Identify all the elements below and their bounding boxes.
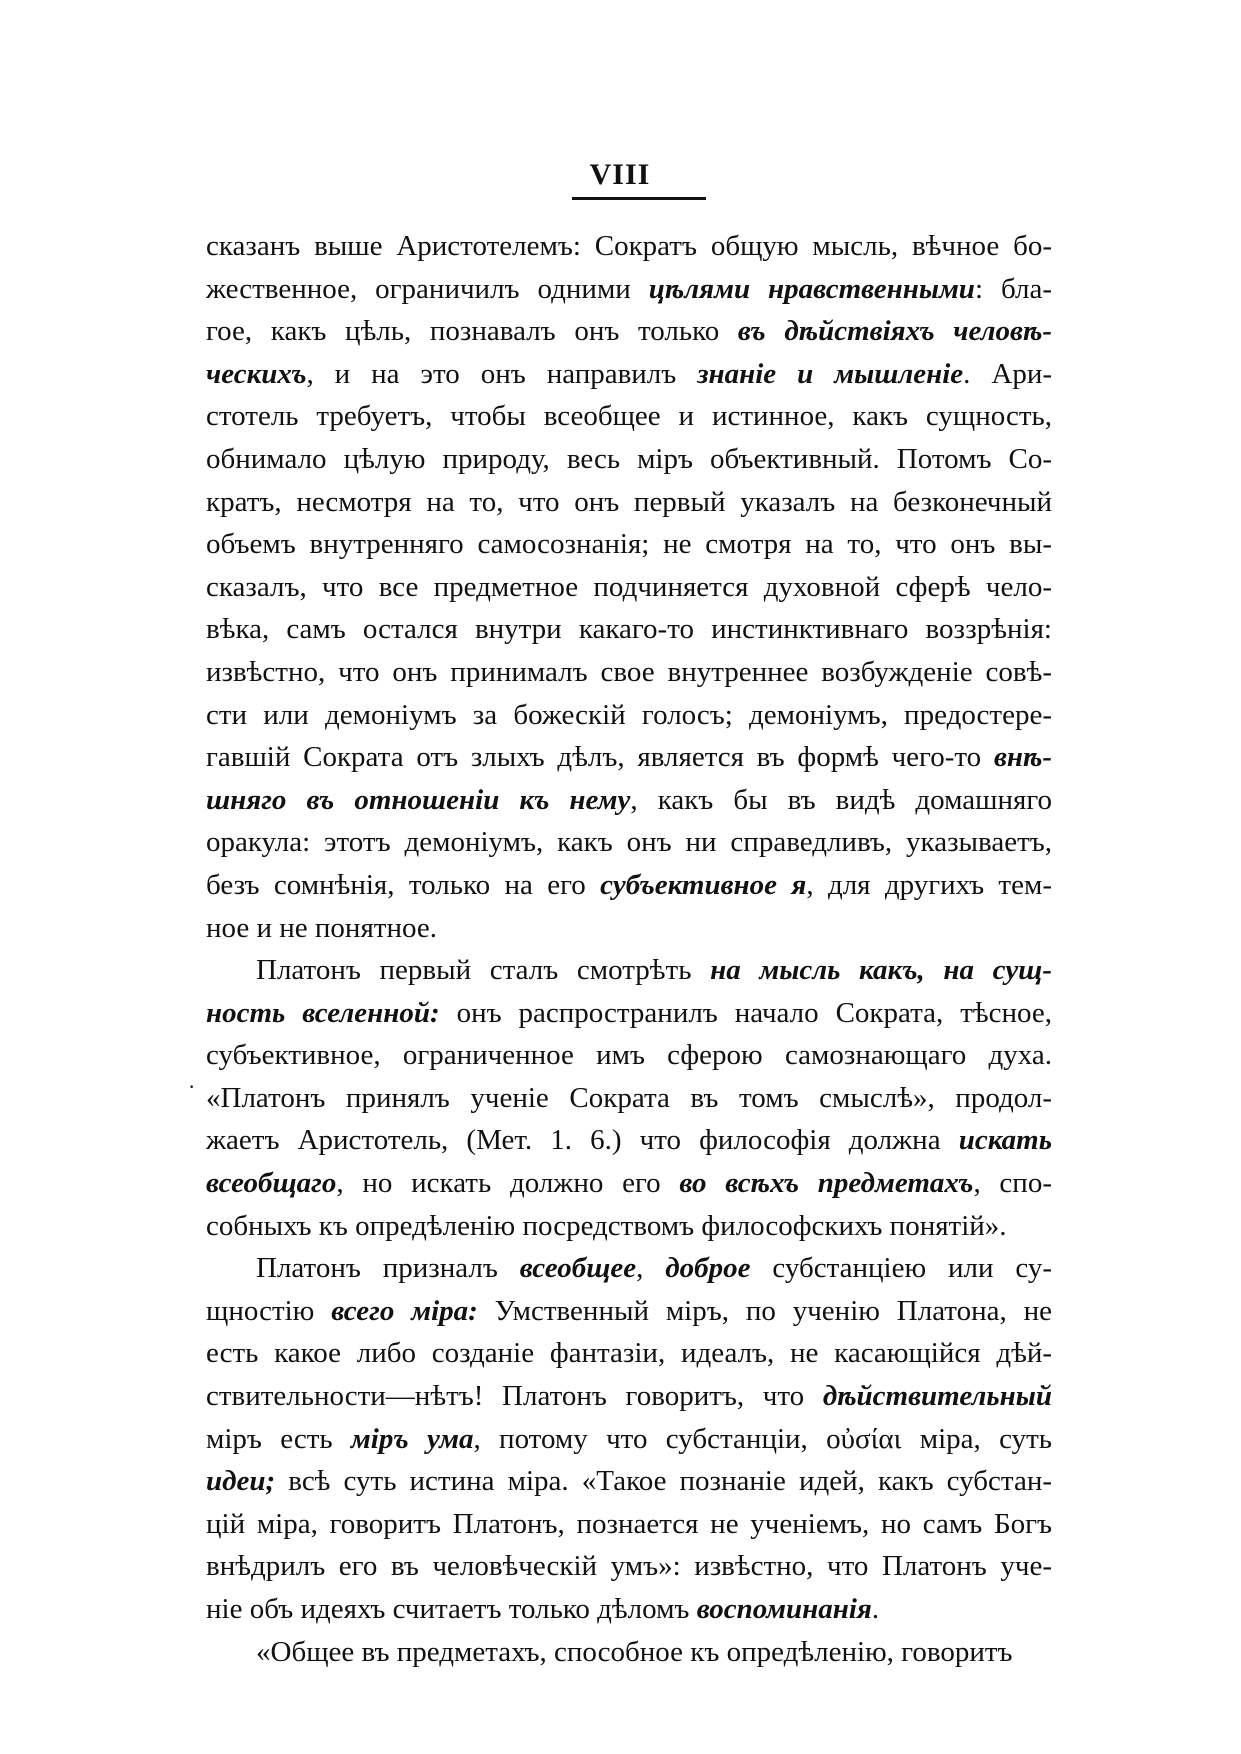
emphasized-text: шняго въ отношеніи къ нему	[206, 783, 631, 816]
text-run: ніе объ идеяхъ считаетъ только дѣломъ	[206, 1593, 697, 1625]
text-line	[206, 1205, 1052, 1248]
text-run: объемъ внутренняго самосознанія; не смотря на то, что онъ вы-	[206, 528, 1052, 561]
paragraph	[206, 949, 1052, 1247]
text-line	[206, 949, 1052, 992]
text-run: ствительности—нѣтъ! Платонъ говоритъ, что	[206, 1380, 823, 1413]
text-line	[206, 651, 1052, 694]
text-line	[206, 566, 1052, 609]
text-run: : бла-	[974, 272, 1052, 305]
header-rule	[572, 197, 706, 200]
text-run: субъективное, ограниченное имъ сферою самознающаго духа.	[206, 1039, 1052, 1072]
text-line	[206, 1588, 1052, 1631]
emphasized-text: воспоминанія	[696, 1593, 872, 1625]
emphasized-text: на мысль какъ, на сущ-	[710, 954, 1052, 987]
emphasized-text: искать	[958, 1124, 1052, 1157]
text-line	[206, 225, 1052, 268]
text-line	[206, 694, 1052, 737]
text-run: гое, какъ цѣль, познавалъ онъ только	[206, 315, 738, 348]
text-line	[206, 1460, 1052, 1503]
text-line	[206, 1375, 1052, 1418]
emphasized-text: знаніе и мышленіе	[697, 357, 964, 390]
text-run: , спо-	[973, 1167, 1052, 1200]
text-run: міръ есть	[206, 1422, 351, 1455]
emphasized-text: ность вселенной:	[206, 996, 440, 1029]
text-run: гавшій Сократа отъ злыхъ дѣлъ, является въ формѣ чего-то	[206, 741, 994, 774]
emphasized-text: цѣлями нравственными	[648, 272, 975, 305]
text-run: , какъ бы въ видѣ домашняго	[630, 783, 1052, 816]
emphasized-text: доброе	[665, 1252, 751, 1285]
text-run: жаетъ Аристотель, (Мет. 1. 6.) что философія должна	[206, 1124, 959, 1157]
text-line	[206, 1119, 1052, 1162]
text-line	[206, 1034, 1052, 1077]
text-line	[206, 992, 1052, 1035]
text-line	[206, 907, 1052, 950]
text-run: извѣстно, что онъ принималъ свое внутреннее возбужденіе совѣ-	[206, 655, 1052, 688]
text-run: Платонъ призналъ	[256, 1252, 520, 1285]
text-run: жественное, ограничилъ одними	[206, 272, 649, 305]
text-line	[206, 779, 1052, 822]
text-line	[206, 1631, 1052, 1674]
emphasized-text: во всѣхъ предметахъ	[679, 1167, 974, 1200]
text-line	[206, 1290, 1052, 1333]
page-number: VIII	[589, 158, 651, 191]
text-run: .	[871, 1593, 880, 1625]
emphasized-text: дѣйствительный	[822, 1380, 1052, 1413]
text-line	[206, 1418, 1052, 1461]
text-line	[206, 353, 1052, 396]
text-run: , но искать должно его	[336, 1167, 680, 1200]
text-line	[206, 864, 1052, 907]
text-run: обнимало цѣлую природу, весь міръ объективный. Потомъ Со-	[206, 442, 1052, 475]
emphasized-text: всеобщее	[519, 1252, 637, 1285]
emphasized-text: ческихъ	[206, 357, 307, 390]
text-line	[206, 736, 1052, 779]
text-line	[206, 1247, 1052, 1290]
text-line	[206, 1162, 1052, 1205]
text-run: безъ сомнѣнія, только на его	[206, 868, 601, 901]
text-line	[206, 1545, 1052, 1588]
text-run: всѣ суть истина міра. «Такое познаніе идей, какъ субстан-	[275, 1465, 1052, 1498]
text-line	[206, 438, 1052, 481]
text-line	[206, 1332, 1052, 1375]
emphasized-text: субъективное я	[600, 868, 807, 901]
text-run: стотель требуетъ, чтобы всеобщее и истинное, какъ сущность,	[206, 400, 1052, 433]
text-run: «Платонъ принялъ ученіе Сократа въ томъ смыслѣ», продол-	[206, 1081, 1052, 1114]
text-run: субстанціею или су-	[750, 1252, 1052, 1285]
text-line	[206, 1077, 1052, 1120]
text-run: собныхъ къ опредѣленію посредствомъ философскихъ понятій».	[206, 1209, 1007, 1242]
paragraph	[206, 1631, 1052, 1674]
text-run: Платонъ первый сталъ смотрѣть	[256, 954, 711, 987]
emphasized-text: внѣ-	[993, 741, 1052, 774]
body-text	[206, 225, 1052, 1673]
text-run: сказанъ выше Аристотелемъ: Сократъ общую мысль, вѣчное бо-	[206, 230, 1052, 262]
text-line	[206, 268, 1052, 311]
text-run: внѣдрилъ его въ человѣческій умъ»: извѣстно, что Платонъ уче-	[206, 1550, 1052, 1583]
text-run: Умственный міръ, по ученію Платона, не	[477, 1294, 1052, 1327]
text-run: . Ари-	[963, 357, 1052, 390]
text-run: сти или демоніумъ за божескій голосъ; демоніумъ, предостере-	[206, 698, 1052, 731]
text-run: щностію	[206, 1294, 332, 1327]
text-run: , потому что субстанціи, οὐσίαι міра, суть	[473, 1422, 1052, 1455]
text-run: оракула: этотъ демоніумъ, какъ онъ ни справедливъ, указываетъ,	[206, 826, 1052, 859]
text-run: , и на это онъ направилъ	[306, 357, 698, 390]
emphasized-text: идеи;	[206, 1465, 276, 1498]
text-run: онъ распространилъ начало Сократа, тѣсное,	[439, 996, 1052, 1029]
text-run: кратъ, несмотря на то, что онъ первый указалъ на безконечный	[206, 485, 1052, 518]
text-run: вѣка, самъ остался внутри какаго-то инстинктивнаго воззрѣнія:	[206, 613, 1052, 646]
emphasized-text: въ дѣйствіяхъ человѣ-	[737, 315, 1052, 348]
text-line	[206, 1503, 1052, 1546]
text-run: есть какое либо созданіе фантазіи, идеалъ, не касающійся дѣй-	[206, 1337, 1052, 1370]
text-run: сказалъ, что все предметное подчиняется духовной сферѣ чело-	[206, 570, 1052, 603]
text-run: , для другихъ тем-	[806, 868, 1052, 901]
marginal-mark: ·	[188, 1074, 196, 1099]
text-run: ное и не понятное.	[206, 911, 437, 944]
text-line	[206, 310, 1052, 353]
text-line	[206, 395, 1052, 438]
text-line	[206, 523, 1052, 566]
emphasized-text: всеобщаго	[206, 1167, 337, 1200]
text-run: ,	[636, 1252, 666, 1285]
text-run: «Общее въ предметахъ, способное къ опредѣленію, говоритъ	[256, 1635, 1013, 1668]
text-line	[206, 821, 1052, 864]
emphasized-text: всего міра:	[331, 1294, 478, 1327]
paragraph	[206, 1247, 1052, 1630]
text-line	[206, 481, 1052, 524]
text-run: цій міра, говоритъ Платонъ, познается не ученіемъ, но самъ Богъ	[206, 1507, 1052, 1540]
text-line	[206, 608, 1052, 651]
paragraph	[206, 225, 1052, 949]
emphasized-text: міръ ума	[350, 1422, 474, 1455]
